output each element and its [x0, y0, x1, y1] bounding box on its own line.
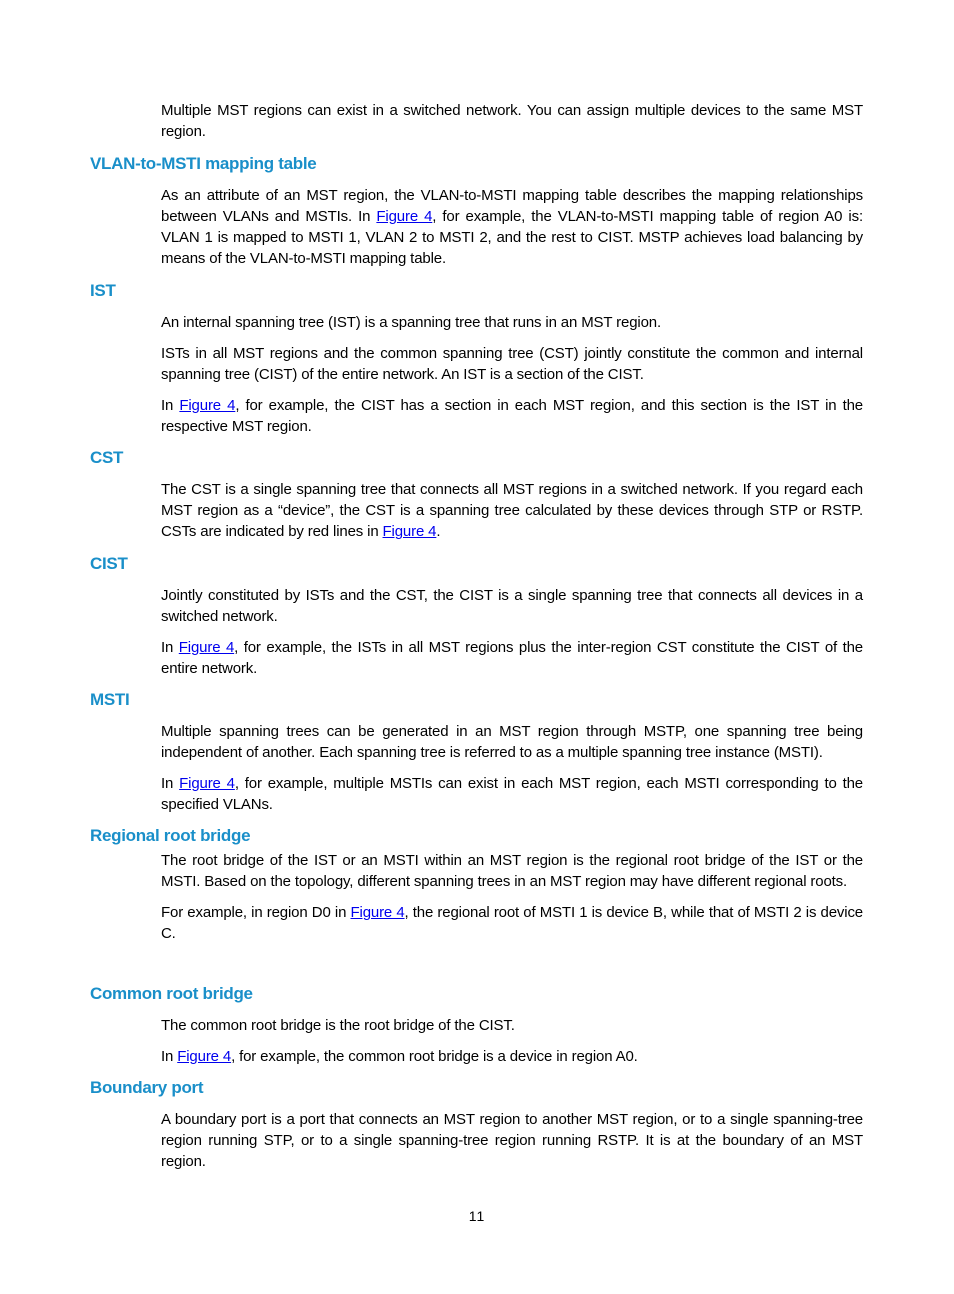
heading-common-root-bridge: Common root bridge — [90, 984, 253, 1003]
cist-paragraph-2: In Figure 4, for example, the ISTs in all MST regions plus the inter-region CST constitute the CIST of the entire network. — [161, 639, 863, 677]
ist-paragraph-3: In Figure 4, for example, the CIST has a section in each MST region, and this section is the IST in the respective MST region. — [161, 397, 863, 435]
common-paragraph-2: In Figure 4, for example, the common root bridge is a device in region A0. — [161, 1048, 638, 1065]
section-regional-root-bridge — [90, 825, 863, 954]
section-msti — [90, 689, 863, 825]
heading-vlan-to-msti: VLAN-to-MSTI mapping table — [90, 154, 317, 173]
heading-regional-root-bridge: Regional root bridge — [90, 826, 251, 845]
section-ist — [90, 280, 863, 447]
figure-4-link[interactable]: Figure 4 — [179, 775, 235, 792]
heading-boundary-port: Boundary port — [90, 1078, 204, 1097]
figure-4-link[interactable]: Figure 4 — [178, 639, 235, 656]
ist-paragraph-1: An internal spanning tree (IST) is a spanning tree that runs in an MST region. — [161, 314, 661, 331]
cst-paragraph: The CST is a single spanning tree that connects all MST regions in a switched network. If you regard each MST region as a “device”, the CST is a spanning tree calculated by these devices through STP or RSTP. CSTs are indicated by red lines in Figure 4. — [161, 481, 863, 540]
msti-paragraph-2: In Figure 4, for example, multiple MSTIs can exist in each MST region, each MSTI corresponding to the specified VLANs. — [161, 775, 863, 813]
msti-paragraph-1: Multiple spanning trees can be generated in an MST region through MSTP, one spanning tree being independent of another. Each spanning tree is referred to as a multiple spanning tree instance (MSTI). — [161, 723, 863, 761]
heading-cist: CIST — [90, 554, 128, 573]
figure-4-link[interactable]: Figure 4 — [350, 904, 405, 921]
section-cst — [90, 447, 863, 552]
regional-paragraph-1: The root bridge of the IST or an MSTI within an MST region is the regional root bridge of the IST or the MSTI. Based on the topology, different spanning trees in an MST region may have different regional roots. — [161, 852, 863, 890]
intro-paragraph: Multiple MST regions can exist in a switched network. You can assign multiple devices to the same MST region. — [161, 102, 863, 140]
regional-paragraph-2: For example, in region D0 in Figure 4, the regional root of MSTI 1 is device B, while that of MSTI 2 is device C. — [161, 904, 863, 942]
figure-4-link[interactable]: Figure 4 — [376, 208, 433, 225]
page-number: 11 — [468, 1208, 486, 1224]
figure-4-link[interactable]: Figure 4 — [382, 523, 437, 540]
figure-4-link[interactable]: Figure 4 — [177, 1048, 232, 1065]
section-cist — [90, 553, 863, 689]
intro-text — [161, 100, 863, 152]
heading-ist: IST — [90, 281, 116, 300]
section-boundary-port — [90, 1077, 863, 1182]
common-paragraph-1: The common root bridge is the root bridge of the CIST. — [161, 1017, 515, 1034]
ist-paragraph-2: ISTs in all MST regions and the common spanning tree (CST) jointly constitute the common and internal spanning tree (CIST) of the entire network. An IST is a section of the CIST. — [161, 345, 863, 383]
heading-cst: CST — [90, 448, 124, 467]
figure-4-link[interactable]: Figure 4 — [179, 397, 236, 414]
boundary-paragraph: A boundary port is a port that connects an MST region to another MST region, or to a single spanning-tree region running STP, or to a single spanning-tree region running RSTP. It is at the boundary of an MST region. — [161, 1111, 863, 1170]
section-vlan-to-msti — [90, 153, 863, 279]
cist-paragraph-1: Jointly constituted by ISTs and the CST, the CIST is a single spanning tree that connects all devices in a switched network. — [161, 587, 863, 625]
heading-msti: MSTI — [90, 690, 130, 709]
section-common-root-bridge — [90, 983, 863, 1077]
vlan-paragraph: As an attribute of an MST region, the VLAN-to-MSTI mapping table describes the mapping relationships between VLANs and MSTIs. In Figure 4, for example, the VLAN-to-MSTI mapping table of region A0 is: VLAN 1 is mapped to MSTI 1, VLAN 2 to MSTI 2, and the rest to CIST. MSTP achieves load balancing by means of the VLAN-to-MSTI mapping table. — [161, 187, 863, 267]
